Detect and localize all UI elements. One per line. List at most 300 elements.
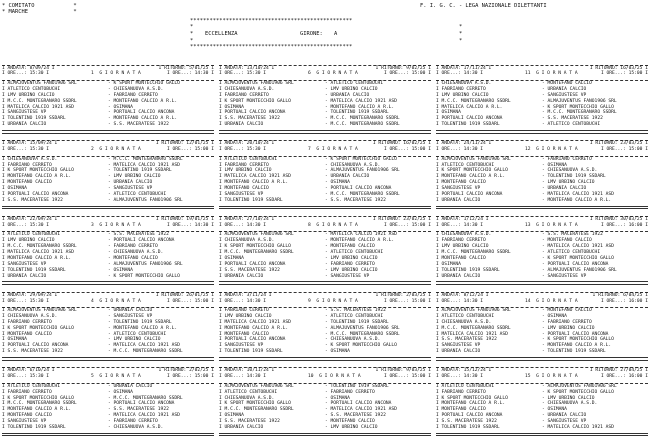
home-team: I M.C.C. MONTEGRANARO SSDRL [2,98,77,104]
home-team: I FABRIANO CERRETO [219,308,269,314]
home-team: I OSIMANA [219,255,244,261]
away-team: - MATELICA CALCIO 1921 ASD [542,244,614,250]
away-team: - PORTUALI CALCIO ANCONA [542,261,609,267]
andata-time: I ORE...: 14:30 I [219,298,267,304]
home-team: I MONTEFANO CALCIO [436,407,486,413]
home-team: I MATELICA CALCIO A R.L. [436,104,503,110]
away-team: - LMV URBINO CALCIO [325,424,378,430]
andata-time: I ORE...: 15:30 I [2,374,50,380]
match-row [2,198,214,204]
away-team: - OSIMANA [325,395,350,401]
home-team: I MONTEFANO CALCIO [436,255,486,261]
home-team: I K SPORT MONTECCHIO GALLO [2,168,74,174]
giornata-number: 1 G I O R N A T A [91,71,141,77]
home-team: I K SPORT MONTECCHIO GALLO [2,325,74,331]
giornata-number: 4 G I O R N A T A [91,298,141,304]
girone-label: GIRONE: [300,31,323,37]
home-team: I OSIMANA [436,110,461,116]
stars-right-2: * [459,31,463,37]
home-team: I CHIESANUOVA A.S.D. [436,319,492,325]
away-team: - PORTUALI CALCIO ANCONA [108,110,175,116]
match-row [219,122,431,128]
giornata-number: 7 G I O R N A T A [308,147,358,153]
home-team: I SANGIUSTESE VP [2,110,47,116]
home-team: I S.S. MACERATESE 1922 [436,419,497,425]
ritorno-date: I RITORNO: 27/04/25 I [589,368,648,374]
block-end-line [2,357,214,361]
away-team: - K SPORT MONTECCHIO GALLO [542,337,614,343]
giornata-number: 3 G I O R N A T A [91,222,141,228]
away-team: - ALMAJUVENTUS FANO1906 SRL [542,98,617,104]
ritorno-date: I RITORNO: 5/01/25 I [158,65,214,71]
ritorno-time: I ORE...: 16:00 I [600,222,648,228]
home-team: I K SPORT MONTECCHIO GALLO [219,98,291,104]
home-team: I FABRIANO CERRETO [436,389,486,395]
away-team: - SANGIUSTESE VP [325,273,370,279]
match-row [436,274,648,280]
away-team: - OSIMANA [108,104,133,110]
ritorno-time: I ORE...: 15:00 I [383,374,431,380]
round-block [436,365,648,436]
ritorno-time: I ORE...: 15:00 I [383,71,431,77]
away-team: - ALMAJUVENTUS FANO1906 SRL [108,197,183,203]
away-team: - MONTEFANO CALCIO A R.L. [108,98,178,104]
girone-value: A [334,31,338,37]
home-team: I OSIMANA [219,104,244,110]
ritorno-time: I ORE...: 15:00 I [383,147,431,153]
home-team: I MATELICA CALCIO 1921 ASD [2,250,74,256]
away-team: - FABRIANO CERRETO [108,244,158,250]
ritorno-time: I ORE...: 15:00 I [383,298,431,304]
away-team: - K SPORT MONTECCHIO GALLO [542,255,614,261]
away-team: - ATLETICO CENTOBUCHI [108,331,167,337]
home-team: I ALMAJUVENTUS FANO1906 SRL [2,80,77,86]
home-team: I LMV URBINO CALCIO [219,168,272,174]
away-team: - SANGIUSTESE VP [108,313,153,319]
home-team: I SANGIUSTESE VP [219,192,264,197]
away-team: - MATELICA CALCIO 1921 ASD [542,192,614,197]
away-team: - ALMAJUVENTUS FANO1906 SRL [325,168,400,174]
home-team: I PORTUALI CALCIO ANCONA [219,337,286,343]
home-team: I K SPORT MONTECCHIO GALLO [436,395,508,401]
home-team: I PORTUALI CALCIO ANCONA [436,116,503,122]
match-row [219,425,431,431]
away-team: - K SPORT MONTECCHIO GALLO [108,273,180,279]
home-team: I TOLENTINO 1919 SSDARL [436,122,500,128]
giornata-number: 12 G I O R N A T A [525,147,578,153]
ritorno-time: I ORE...: 15:00 I [166,147,214,153]
home-team: I OSIMANA [2,186,27,192]
home-team: I URBANIA CALCIO [2,122,47,128]
away-team: - MATELICA CALCIO 1921 ASD [108,162,180,168]
andata-date: I ANDATA: 13/10/24 I [219,65,275,71]
match-row [2,274,214,280]
home-team: I MONTEFANO CALCIO A R.L. [219,325,289,331]
giornata-number: 5 G I O R N A T A [91,374,141,380]
round-block [219,213,431,285]
home-team: I MATELICA CALCIO 1921 ASD [219,174,291,180]
away-team: - K SPORT MONTECCHIO GALLO [325,343,397,349]
away-team: - K SPORT MONTECCHIO GALLO [542,104,614,110]
round-times-row [219,147,431,153]
home-team: I LMV URBINO CALCIO [2,92,55,98]
home-team: I ATLETICO CENTOBUCHI [436,162,495,168]
home-team: I MONTEFANO CALCIO A R.L. [2,255,72,261]
block-end-line [436,130,648,134]
andata-time: I ORE...: 14:30 I [436,147,484,153]
home-team: I MONTEFANO CALCIO [2,180,52,186]
home-team: I M.C.C. MONTEGRANARO SSDRL [219,250,294,256]
away-team: - SANGIUSTESE VP [542,92,587,98]
home-team: I CHIESANUOVA A.S.D. [2,156,58,162]
home-team: I MATELICA CALCIO 1921 ASD [219,319,291,325]
stars-right-3: * [459,38,463,44]
match-row [219,349,431,355]
away-team: - TOLENTINO 1919 SSDARL [325,110,389,116]
home-team: I PORTUALI CALCIO ANCONA [436,192,503,197]
ritorno-time: I ORE...: 16:00 I [600,374,648,380]
home-team: I MATELICA CALCIO 1921 ASD [436,331,508,337]
round-block [219,138,431,210]
stars-left-1: * [190,24,194,30]
home-team: I ATLETICO CENTOBUCHI [2,383,61,389]
stars-top: ************************************************** [190,18,353,24]
home-team: I TOLENTINO 1919 SSDARL [2,424,66,430]
home-team: I URBANIA CALCIO [436,349,481,355]
home-team: I ATLETICO CENTOBUCHI [2,232,61,238]
andata-date: I ANDATA: 1/12/24 I [436,216,489,222]
andata-time: I ORE...: 14:30 I [436,222,484,228]
away-team: - ATLETICO CENTOBUCHI [325,250,384,256]
home-team: I K SPORT MONTECCHIO GALLO [2,395,74,401]
away-team: - MONTEFANO CALCIO [325,244,375,250]
block-end-line [2,130,214,134]
andata-time: I ORE...: 14:30 I [219,222,267,228]
giornata-number: 11 G I O R N A T A [525,71,578,77]
giornata-number: 2 G I O R N A T A [91,147,141,153]
match-row [436,425,648,431]
round-block [219,365,431,436]
away-team: - S.S. MACERATESE 1922 [542,232,603,238]
away-team: - FABRIANO CERRETO [108,92,158,98]
away-team: - OSIMANA [108,267,133,273]
giornata-number: 13 G I O R N A T A [525,222,578,228]
giornata-number: 10 G I O R N A T A [308,374,361,380]
home-team: I FABRIANO CERRETO [2,162,52,168]
away-team: - CHIESANUOVA A.S.D. [108,424,164,430]
round-times-row [436,147,648,153]
home-team: I MONTEFANO CALCIO [436,180,486,186]
home-team: I PORTUALI CALCIO ANCONA [219,261,286,267]
away-team: - OSIMANA [542,407,567,413]
away-team: - M.C.C. MONTEGRANARO SSDRL [108,349,183,355]
away-team: - TOLENTINO 1919 SSDARL [108,168,172,174]
round-block [436,289,648,361]
away-team: - S.S. MACERATESE 1922 [108,407,169,413]
away-team: - MONTEFANO CALCIO [542,308,592,314]
home-team: I LMV URBINO CALCIO [2,238,55,244]
andata-time: I ORE...: 15:30 I [2,222,50,228]
away-team: - M.C.C. MONTEGRANARO SSDRL [325,331,400,337]
away-team: - M.C.C. MONTEGRANARO SSDRL [108,395,183,401]
block-end-line [436,357,648,361]
away-team: - FABRIANO CERRETO [108,419,158,425]
away-team: - MONTEFANO CALCIO A R.L. [542,197,612,203]
block-end-line [219,130,431,134]
andata-time: I ORE...: 15:30 I [219,71,267,77]
away-team: - MATELICA CALCIO 1921 ASD [325,98,397,104]
home-team: I S.S. MACERATESE 1922 [2,349,63,355]
round-times-row [2,71,214,77]
away-team: - URBANIA CALCIO [542,86,587,92]
andata-date: I ANDATA: 22/09/24 I [2,216,58,222]
home-team: I ALMAJUVENTUS FANO1906 SRL [2,308,77,314]
away-team: - PORTUALI CALCIO ANCONA [325,186,392,192]
home-team: I URBANIA CALCIO [219,273,264,279]
ritorno-time: I ORE...: 14:30 I [166,222,214,228]
ritorno-time: I ORE...: 15:00 I [600,147,648,153]
block-end-line [2,281,214,285]
away-team: - CHIESANUOVA A.S.D. [108,250,164,256]
away-team: - LMV URBINO CALCIO [108,337,161,343]
away-team: - PORTUALI CALCIO ANCONA [542,331,609,337]
away-team: - S.S. MACERATESE 1922 [108,232,169,238]
home-team: I MATELICA CALCIO 1921 ASD [2,104,74,110]
giornata-number: 14 G I O R N A T A [525,298,578,304]
away-team: - S.S. MACERATESE 1922 [108,122,169,128]
home-team: I MONTEFANO CALCIO A R.L. [436,174,506,180]
giornata-number: 9 G I O R N A T A [308,298,358,304]
round-times-row [436,374,648,380]
away-team: - TOLENTINO 1919 SSDARL [542,349,606,355]
round-block [436,213,648,285]
ritorno-date: I RITORNO: 16/02/25 I [372,141,431,147]
home-team: I FABRIANO CERRETO [436,238,486,244]
home-team: I ATLETICO CENTOBUCHI [436,383,495,389]
home-team: I M.C.C. MONTEGRANARO SSDRL [2,244,77,250]
away-team: - LMV URBINO CALCIO [325,267,378,273]
away-team: - S.S. MACERATESE 1922 [542,116,603,122]
round-times-row [436,71,648,77]
ritorno-date: I RITORNO: 12/01/25 I [155,141,214,147]
home-team: I SANGIUSTESE VP [436,186,481,192]
home-team: I MONTEFANO CALCIO A R.L. [2,174,72,180]
ritorno-date: I RITORNO: 30/03/25 I [589,216,648,222]
home-team: I ALMAJUVENTUS FANO1906 SRL [436,156,511,162]
giornata-number: 15 G I O R N A T A [525,374,578,380]
andata-date: I ANDATA: 10/11/24 I [219,368,275,374]
home-team: I OSIMANA [219,413,244,419]
stars-right-1: * [459,24,463,30]
away-team: - PORTUALI CALCIO ANCONA [325,401,392,407]
away-team: - ALMAJUVENTUS FANO1906 SRL [108,261,183,267]
andata-time: I ORE...: 15:30 I [2,298,50,304]
home-team: I OSIMANA [2,337,27,343]
away-team: - SANGIUSTESE VP [542,273,587,279]
giornata-number: 8 G I O R N A T A [308,222,358,228]
home-team: I S.S. MACERATESE 1922 [219,419,280,425]
federation-title: F. I. G. C. - LEGA NAZIONALE DILETTANTI [420,3,547,9]
andata-date: I ANDATA: 8/12/24 I [436,292,489,298]
home-team: I TOLENTINO 1919 SSDARL [436,424,500,430]
home-team: I ALMAJUVENTUS FANO1906 SRL [436,308,511,314]
away-team: - LMV URBINO CALCIO [325,86,378,92]
ritorno-time: I ORE...: 15:00 I [383,222,431,228]
round-times-row [219,223,431,229]
away-team: - LMV URBINO CALCIO [542,325,595,331]
home-team: I M.C.C. MONTEGRANARO SSDRL [436,98,511,104]
away-team: - FABRIANO CERRETO [325,389,375,395]
round-times-row [436,223,648,229]
round-times-row [2,374,214,380]
away-team: - TOLENTINO 1919 SSDARL [325,383,389,389]
andata-date: I ANDATA: 20/10/24 I [219,141,275,147]
match-row [219,274,431,280]
away-team: - ALMAJUVENTUS FANO1906 SRL [325,325,400,331]
competition-name: ECCELLENZA [205,31,238,37]
home-team: I URBANIA CALCIO [219,424,264,430]
home-team: I TOLENTINO 1919 SSDARL [2,116,66,122]
match-row [436,198,648,204]
ritorno-date: I RITORNO: 23/02/25 I [372,216,431,222]
away-team: - MONTEFANO CALCIO [542,80,592,86]
home-team: I ALMAJUVENTUS FANO1906 SRL [219,383,294,389]
home-team: I FABRIANO CERRETO [219,92,269,98]
giornata-number: 6 G I O R N A T A [308,71,358,77]
away-team: - ATLETICO CENTOBUCHI [325,313,384,319]
away-team: - SANGIUSTESE VP [542,419,587,425]
andata-time: I ORE...: 15:30 I [2,71,50,77]
home-team: I URBANIA CALCIO [436,273,481,279]
andata-date: I ANDATA: 17/11/24 I [436,65,492,71]
away-team: - OSIMANA [108,389,133,395]
andata-date: I ANDATA: 8/09/24 I [2,65,55,71]
away-team: - FABRIANO CERRETO [325,261,375,267]
home-team: I M.C.C. MONTEGRANARO SSDRL [436,250,511,256]
ritorno-date: I RITORNO: 9/02/25 I [375,65,431,71]
home-team: I MONTEFANO CALCIO A R.L. [2,407,72,413]
home-team: I TOLENTINO 1919 SSDARL [219,349,283,355]
home-team: I URBANIA CALCIO [2,273,47,279]
round-block [2,62,214,134]
home-team: I SANGIUSTESE VP [436,343,481,349]
away-team: - MONTEFANO CALCIO A R.L. [108,325,178,331]
home-team: I ALMAJUVENTUS FANO1906 SRL [219,80,294,86]
home-team: I PORTUALI CALCIO ANCONA [2,192,69,197]
round-block [436,62,648,134]
home-team: I MONTEFANO CALCIO [219,331,269,337]
home-team: I CHIESANUOVA A.S.D. [219,395,275,401]
away-team: - ALMAJUVENTUS FANO1906 SRL [542,383,617,389]
away-team: - OSIMANA [542,313,567,319]
round-times-row [219,71,431,77]
away-team: - LMV URBINO CALCIO [542,180,595,186]
away-team: - MONTEFANO CALCIO [542,238,592,244]
home-team: I MONTEFANO CALCIO A R.L. [219,180,289,186]
stars-left-2: * [190,31,194,37]
ritorno-time: I ORE...: 14:30 I [166,71,214,77]
away-team: - FABRIANO CERRETO [542,156,592,162]
away-team: - PORTUALI CALCIO ANCONA [108,401,175,407]
home-team: I ATLETICO CENTOBUCHI [219,156,278,162]
home-team: I CHIESANUOVA A.S.D. [436,232,492,238]
andata-date: I ANDATA: 24/11/24 I [436,141,492,147]
andata-date: I ANDATA: 15/09/24 I [2,141,58,147]
away-team: - LMV URBINO CALCIO [108,174,161,180]
away-team: - SANGIUSTESE VP [108,186,153,192]
home-team: I TOLENTINO 1919 SSDARL [219,197,283,203]
home-team: I URBANIA CALCIO [219,122,264,128]
away-team: - PORTUALI CALCIO ANCONA [108,238,175,244]
away-team: - MONTEFANO CALCIO [325,419,375,425]
match-row [436,122,648,128]
home-team: I CHIESANUOVA A.S.D. [219,86,275,92]
away-team: - M.C.C. MONTEGRANARO SSDRL [108,156,183,162]
away-team: - LMV URBINO CALCIO [542,395,595,401]
andata-time: I ORE...: 14:30 I [436,374,484,380]
home-team: I MONTEFANO CALCIO [2,413,52,419]
away-team: - MONTEFANO CALCIO A R.L. [108,116,178,122]
block-end-line [436,281,648,285]
home-team: I M.C.C. MONTEGRANARO SSDRL [2,401,77,407]
ritorno-date: I RITORNO: 23/03/25 I [589,141,648,147]
home-team: I S.S. MACERATESE 1922 [2,197,63,203]
block-end-line [436,206,648,210]
round-block [219,289,431,361]
away-team: - M.C.C. MONTEGRANARO SSDRL [325,122,400,128]
away-team: - M.C.C. MONTEGRANARO SSDRL [325,116,400,122]
away-team: - CHIESANUOVA A.S.D. [325,162,381,168]
away-team: - ATLETICO CENTOBUCHI [108,192,167,197]
home-team: I SANGIUSTESE VP [2,419,47,425]
round-block [219,62,431,134]
andata-time: I ORE...: 14:30 I [219,374,267,380]
home-team: I S.S. MACERATESE 1922 [436,337,497,343]
ritorno-date: I RITORNO: 26/01/25 I [155,292,214,298]
home-team: I K SPORT MONTECCHIO GALLO [436,168,508,174]
away-team: - K SPORT MONTECCHIO GALLO [542,389,614,395]
round-times-row [219,374,431,380]
home-team: I CHIESANUOVA A.S.D. [436,80,492,86]
round-block [436,138,648,210]
away-team: - M.C.C. MONTEGRANARO SSDRL [542,110,617,116]
home-team: I PORTUALI CALCIO ANCONA [436,413,503,419]
andata-date: I ANDATA: 6/10/24 I [2,368,55,374]
away-team: - MATELICA CALCIO 1921 ASD [542,424,614,430]
away-team: - OSIMANA [325,349,350,355]
rounds-grid [2,62,648,436]
round-times-row [2,147,214,153]
away-team: - MATELICA CALCIO 1921 ASD [325,407,397,413]
away-team: - MONTEFANO CALCIO [108,255,158,261]
ritorno-date: I RITORNO: 6/04/25 I [592,292,648,298]
away-team: - TOLENTINO 1919 SSDARL [542,174,606,180]
stars-left-3: * [190,38,194,44]
away-team: - OSIMANA [325,180,350,186]
block-end-line [219,206,431,210]
andata-time: I ORE...: 14:30 I [436,71,484,77]
block-end-line [219,357,431,361]
home-team: I TOLENTINO 1919 SSDARL [2,267,66,273]
away-team: - FABRIANO CERRETO [542,319,592,325]
ritorno-date: I RITORNO: 2/03/25 I [375,292,431,298]
away-team: - MONTEFANO CALCIO A R.L. [542,343,612,349]
round-block [2,213,214,285]
stars-bottom: ************************************************** [190,44,353,50]
away-team: - OSIMANA [542,162,567,168]
match-row [219,198,431,204]
home-team: I ALMAJUVENTUS FANO1906 SRL [219,232,294,238]
